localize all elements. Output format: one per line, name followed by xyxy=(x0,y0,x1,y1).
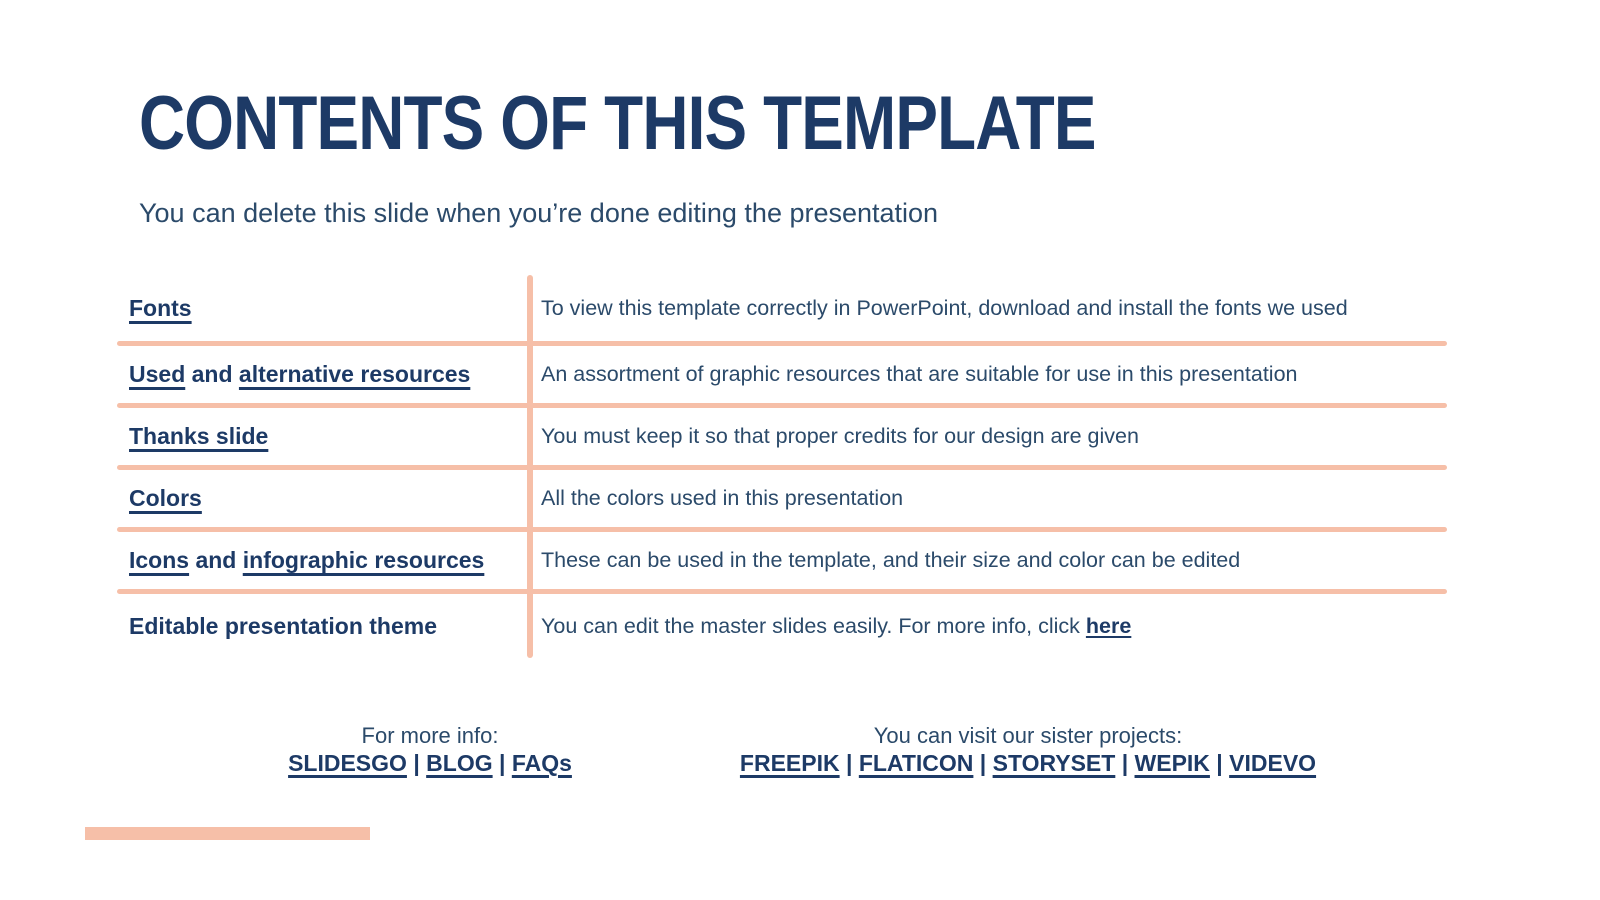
footer-link-separator: | xyxy=(1209,750,1230,776)
description-text: You must keep it so that proper credits for our design are given xyxy=(541,424,1139,448)
label-link-colors[interactable]: Colors xyxy=(129,485,202,511)
row-label xyxy=(117,295,527,322)
label-link-fonts[interactable]: Fonts xyxy=(129,294,192,321)
row-description xyxy=(527,548,1447,573)
table-row xyxy=(117,470,1447,527)
row-description xyxy=(527,296,1447,321)
footer-more-info-links xyxy=(230,750,630,777)
footer-link-separator: | xyxy=(1115,750,1135,776)
label-text: Editable presentation theme xyxy=(129,612,438,639)
label-link-infographic-resources[interactable]: infographic resources xyxy=(242,547,485,573)
table-row xyxy=(117,346,1447,403)
footer-more-info xyxy=(230,722,630,777)
footer-link-slidesgo[interactable]: SLIDESGO xyxy=(288,750,407,776)
row-description xyxy=(527,614,1447,639)
footer-sister-projects-links xyxy=(728,750,1328,777)
footer-link-freepik[interactable]: FREEPIK xyxy=(739,750,840,776)
label-link-icons[interactable]: Icons xyxy=(129,547,190,573)
label-link-used[interactable]: Used xyxy=(129,361,186,387)
row-label xyxy=(117,547,527,574)
footer-link-separator: | xyxy=(406,750,427,776)
contents-table xyxy=(117,275,1447,658)
footer-sister-projects-heading: You can visit our sister projects: xyxy=(873,723,1183,748)
footer-sister-projects xyxy=(728,722,1328,777)
slide-title: CONTENTS OF THIS TEMPLATE xyxy=(139,81,1096,166)
table-row xyxy=(117,532,1447,589)
footer-link-flaticon[interactable]: FLATICON xyxy=(858,750,974,776)
table-vertical-divider xyxy=(527,275,533,658)
footer-link-wepik[interactable]: WEPIK xyxy=(1134,750,1210,776)
description-text: You can edit the master slides easily. For more info, click xyxy=(541,613,1086,638)
table-row xyxy=(117,275,1447,341)
table-rows-container xyxy=(117,275,1447,658)
description-text: All the colors used in this presentation xyxy=(541,486,904,510)
table-row xyxy=(117,408,1447,465)
label-link-thanks-slide[interactable]: Thanks slide xyxy=(129,423,269,449)
bottom-accent-bar xyxy=(85,827,370,840)
description-text: To view this template correctly in PowerPoint, download and install the fonts we used xyxy=(541,295,1348,320)
row-label xyxy=(117,485,527,512)
row-description xyxy=(527,424,1447,449)
slide-subtitle: You can delete this slide when you’re done editing the presentation xyxy=(139,198,939,228)
row-label xyxy=(117,361,527,388)
footer-link-storyset[interactable]: STORYSET xyxy=(992,750,1116,776)
footer-link-faqs[interactable]: FAQs xyxy=(511,750,572,776)
table-row xyxy=(117,594,1447,658)
row-description xyxy=(527,362,1447,387)
footer-link-separator: | xyxy=(839,750,859,776)
description-text: An assortment of graphic resources that are suitable for use in this presentation xyxy=(541,362,1298,386)
footer-link-videvo[interactable]: VIDEVO xyxy=(1229,750,1317,776)
row-label xyxy=(117,423,527,450)
description-text: These can be used in the template, and their size and color can be edited xyxy=(541,548,1241,572)
footer-link-blog[interactable]: BLOG xyxy=(426,750,493,776)
description-link-here[interactable]: here xyxy=(1085,613,1132,638)
label-text: and xyxy=(185,361,239,387)
footer-link-separator: | xyxy=(973,750,993,776)
label-link-alternative-resources[interactable]: alternative resources xyxy=(238,361,471,387)
label-text: and xyxy=(189,547,243,573)
row-description xyxy=(527,486,1447,511)
footer-link-separator: | xyxy=(492,750,512,776)
row-label xyxy=(117,613,527,640)
footer-more-info-heading: For more info: xyxy=(361,723,499,748)
